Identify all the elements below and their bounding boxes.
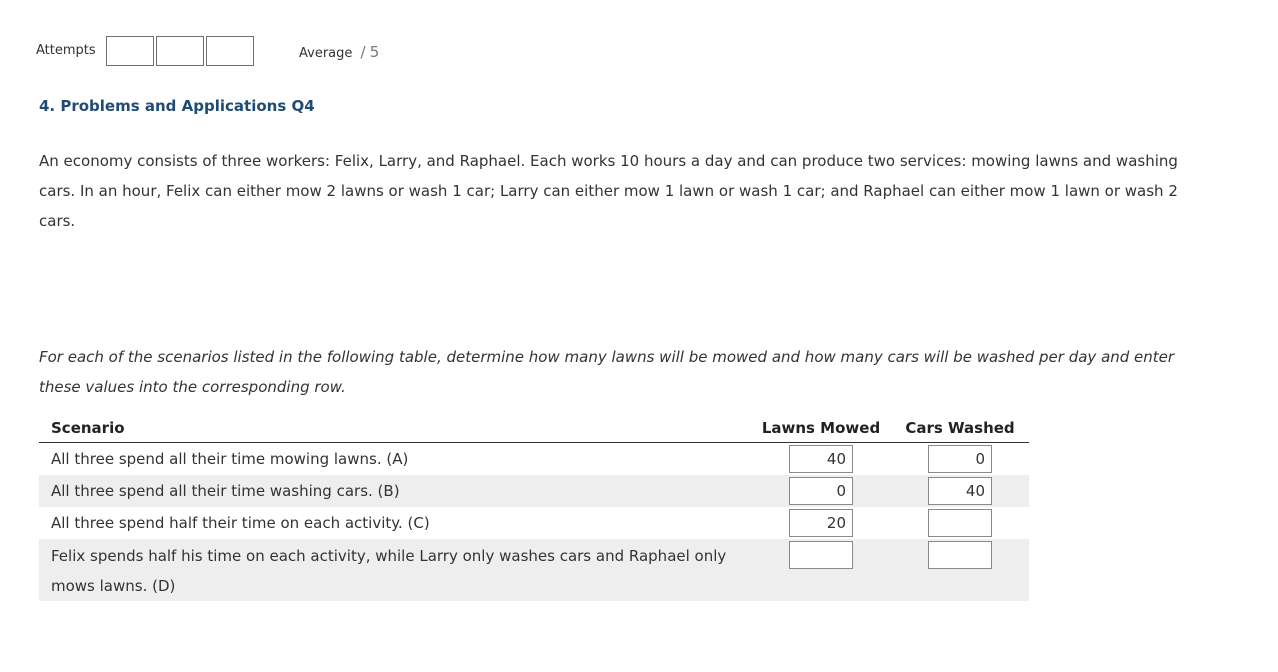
scenario-d-cars-input[interactable] xyxy=(928,541,992,569)
scenario-table xyxy=(39,414,1029,601)
attempt-box-2 xyxy=(156,36,204,66)
scenario-c-label: All three spend half their time on each activity. (C) xyxy=(51,514,430,532)
average-max: 5 xyxy=(369,43,380,61)
average-separator: / xyxy=(360,43,366,61)
header-scenario: Scenario xyxy=(51,419,125,437)
scenario-d-lawns-input[interactable] xyxy=(789,541,853,569)
scenario-b-cars-input[interactable] xyxy=(928,477,992,505)
scenario-c-lawns-input[interactable] xyxy=(789,509,853,537)
scenario-d-label: Felix spends half his time on each activity, while Larry only washes cars and Raphael only mows lawns. (D) xyxy=(51,547,727,595)
scenario-c-cars-input[interactable] xyxy=(928,509,992,537)
header-lawns-mowed: Lawns Mowed xyxy=(761,419,881,437)
table-header xyxy=(39,414,1029,443)
question-intro: An economy consists of three workers: Felix, Larry, and Raphael. Each works 10 hours a day and can produce two services: mowing lawns and washing cars. In an hour, Felix can either mow 2 lawns or wash 1 car; Larry can either mow 1 lawn or wash 1 car; and Raphael can either mow 1 lawn or wash 2 cars. xyxy=(39,152,1178,230)
header-cars-washed: Cars Washed xyxy=(905,419,1015,437)
average-label: Average xyxy=(299,46,353,61)
scenario-a-label: All three spend all their time mowing lawns. (A) xyxy=(51,450,409,468)
average-score xyxy=(299,43,379,61)
question-title: 4. Problems and Applications Q4 xyxy=(39,97,315,115)
scenario-b-lawns-input[interactable] xyxy=(789,477,853,505)
table-row xyxy=(39,539,1029,601)
attempts-tracker xyxy=(106,36,256,66)
table-row xyxy=(39,507,1029,539)
table-row xyxy=(39,443,1029,475)
attempt-box-1 xyxy=(106,36,154,66)
question-instructions: For each of the scenarios listed in the following table, determine how many lawns will be mowed and how many cars will be washed per day and enter these values into the corresponding row. xyxy=(39,348,1175,396)
table-row xyxy=(39,475,1029,507)
scenario-b-label: All three spend all their time washing cars. (B) xyxy=(51,482,400,500)
attempts-label: Attempts xyxy=(36,43,96,58)
scenario-a-cars-input[interactable] xyxy=(928,445,992,473)
attempt-box-3 xyxy=(206,36,254,66)
scenario-a-lawns-input[interactable] xyxy=(789,445,853,473)
